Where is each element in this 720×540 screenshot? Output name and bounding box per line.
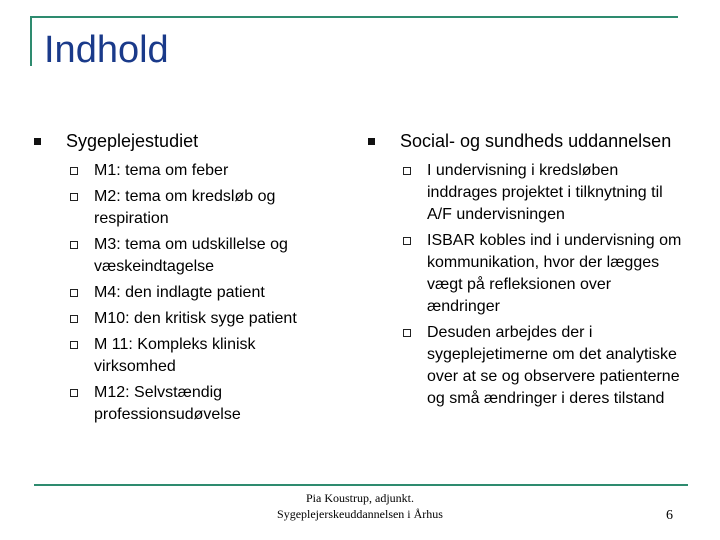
list-item xyxy=(34,382,334,426)
hollow-square-bullet-icon xyxy=(403,329,411,337)
right-heading: Social- og sundheds uddannelsen xyxy=(400,131,672,151)
hollow-square-bullet-icon xyxy=(70,315,78,323)
footer xyxy=(0,490,720,522)
left-column xyxy=(34,130,334,430)
list-item-text: M1: tema om feber xyxy=(94,162,229,179)
hollow-square-bullet-icon xyxy=(403,167,411,175)
top-accent-horizontal-line xyxy=(30,16,678,18)
page-number: 6 xyxy=(666,508,673,523)
list-item-text: Desuden arbejdes der i sygeplejetimerne om det analytiske over at se og observere patienterne og små ændringer i deres tilstand xyxy=(427,324,680,407)
left-heading: Sygeplejestudiet xyxy=(66,131,199,151)
slide-title: Indhold xyxy=(44,29,169,71)
top-accent-vertical-line xyxy=(30,16,32,66)
square-bullet-icon xyxy=(34,138,41,145)
list-item xyxy=(34,234,334,278)
hollow-square-bullet-icon xyxy=(403,237,411,245)
hollow-square-bullet-icon xyxy=(70,241,78,249)
footer-divider xyxy=(34,484,688,486)
footer-author: Pia Koustrup, adjunkt. xyxy=(306,491,414,505)
right-heading-item xyxy=(368,130,688,153)
list-item-text: M2: tema om kredsløb og respiration xyxy=(94,188,276,227)
left-heading-item xyxy=(34,130,334,153)
list-item xyxy=(34,334,334,378)
list-item xyxy=(34,160,334,182)
footer-institution: Sygeplejerskeuddannelsen i Århus xyxy=(277,507,443,521)
list-item xyxy=(34,308,334,330)
hollow-square-bullet-icon xyxy=(70,389,78,397)
list-item xyxy=(34,282,334,304)
list-item xyxy=(368,322,688,410)
list-item xyxy=(368,230,688,318)
right-column xyxy=(368,130,688,414)
list-item-text: M3: tema om udskillelse og væskeindtagelse xyxy=(94,236,288,275)
list-item-text: M12: Selvstændig professionsudøvelse xyxy=(94,384,241,423)
list-item-text: ISBAR kobles ind i undervisning om kommunikation, hvor der lægges vægt på refleksionen over ændringer xyxy=(427,232,682,315)
list-item-text: I undervisning i kredsløben inddrages projektet i tilknytning til A/F undervisningen xyxy=(427,162,663,223)
hollow-square-bullet-icon xyxy=(70,289,78,297)
hollow-square-bullet-icon xyxy=(70,167,78,175)
list-item xyxy=(368,160,688,226)
list-item-text: M10: den kritisk syge patient xyxy=(94,310,297,327)
hollow-square-bullet-icon xyxy=(70,341,78,349)
list-item xyxy=(34,186,334,230)
list-item-text: M 11: Kompleks klinisk virksomhed xyxy=(94,336,256,375)
square-bullet-icon xyxy=(368,138,375,145)
hollow-square-bullet-icon xyxy=(70,193,78,201)
list-item-text: M4: den indlagte patient xyxy=(94,284,265,301)
